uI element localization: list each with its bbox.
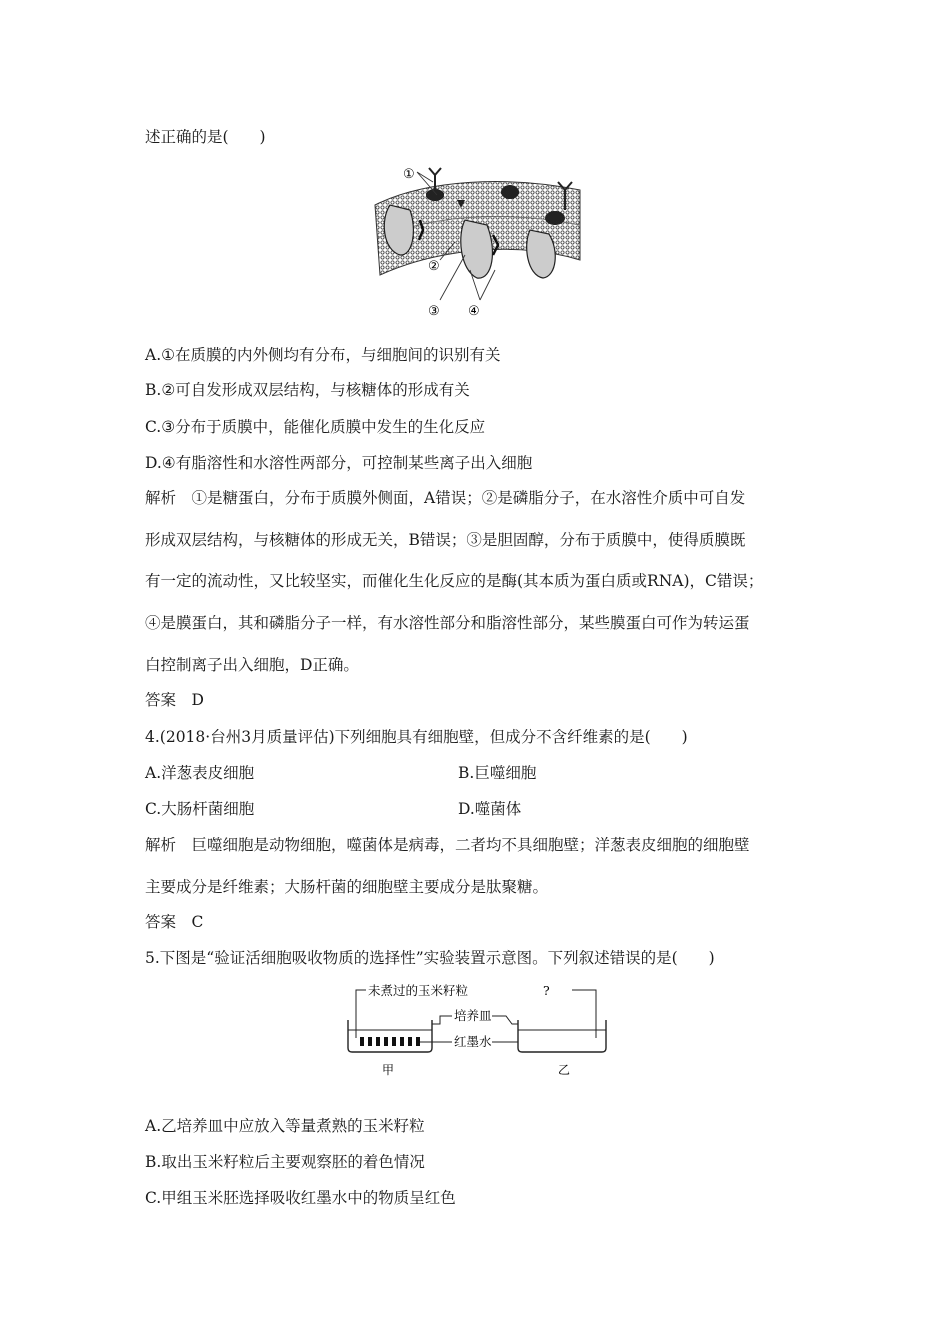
q4-option-a: A.洋葱表皮细胞 [145, 764, 255, 782]
label-1: ① [403, 167, 415, 182]
label-4: ④ [468, 304, 480, 319]
q3-option-d: D.④有脂溶性和水溶性两部分，可控制某些离子出入细胞 [145, 454, 533, 472]
label-question-mark: ? [543, 983, 550, 998]
q3-analysis-3: 有一定的流动性，又比较坚实，而催化生化反应的是酶(其本质为蛋白质或RNA)，C错误； [145, 572, 764, 590]
q5-option-a: A.乙培养皿中应放入等量煮熟的玉米籽粒 [145, 1117, 425, 1135]
q4-option-b: B.巨噬细胞 [458, 764, 537, 782]
q3-option-b: B.②可自发形成双层结构，与核糖体的形成有关 [145, 381, 470, 399]
q3-answer: 答案 D [145, 691, 204, 709]
q4-stem: 4.(2018·台州3月质量评估)下列细胞具有细胞壁，但成分不含纤维素的是( ) [145, 728, 688, 746]
petri-dish-figure [340, 980, 620, 1080]
q5-option-c: C.甲组玉米胚选择吸收红墨水中的物质呈红色 [145, 1189, 456, 1207]
cell-membrane-figure [365, 160, 585, 320]
q5-option-b: B.取出玉米籽粒后主要观察胚的着色情况 [145, 1153, 425, 1171]
label-seeds: 未煮过的玉米籽粒 [368, 983, 469, 998]
q5-stem: 5.下图是“验证活细胞吸收物质的选择性”实验装置示意图。下列叙述错误的是( ) [145, 949, 715, 967]
q3-analysis-1: 解析 ①是糖蛋白，分布于质膜外侧面，A错误；②是磷脂分子，在水溶性介质中可自发 [145, 489, 746, 507]
q4-analysis-1: 解析 巨噬细胞是动物细胞，噬菌体是病毒，二者均不具细胞壁；洋葱表皮细胞的细胞壁 [145, 836, 750, 854]
q4-answer: 答案 C [145, 913, 204, 931]
q4-option-d: D.噬菌体 [458, 800, 522, 818]
label-dish: 培养皿 [454, 1008, 492, 1023]
q3-analysis-4: ④是膜蛋白，其和磷脂分子一样，有水溶性部分和脂溶性部分，某些膜蛋白可作为转运蛋 [145, 614, 750, 632]
q3-stem-tail: 述正确的是( ) [145, 128, 266, 146]
q3-option-a: A.①在质膜的内外侧均有分布，与细胞间的识别有关 [145, 346, 501, 364]
q3-analysis-5: 白控制离子出入细胞，D正确。 [145, 656, 359, 674]
q3-option-c: C.③分布于质膜中，能催化质膜中发生的生化反应 [145, 418, 486, 436]
label-ink: 红墨水 [454, 1034, 492, 1049]
q4-option-c: C.大肠杆菌细胞 [145, 800, 255, 818]
label-jia: 甲 [382, 1063, 395, 1077]
label-3: ③ [428, 304, 440, 319]
q4-analysis-2: 主要成分是纤维素；大肠杆菌的细胞壁主要成分是肽聚糖。 [145, 878, 549, 896]
label-2: ② [428, 259, 440, 274]
q3-analysis-2: 形成双层结构，与核糖体的形成无关，B错误；③是胆固醇，分布于质膜中，使得质膜既 [145, 531, 746, 549]
label-yi: 乙 [558, 1063, 571, 1077]
